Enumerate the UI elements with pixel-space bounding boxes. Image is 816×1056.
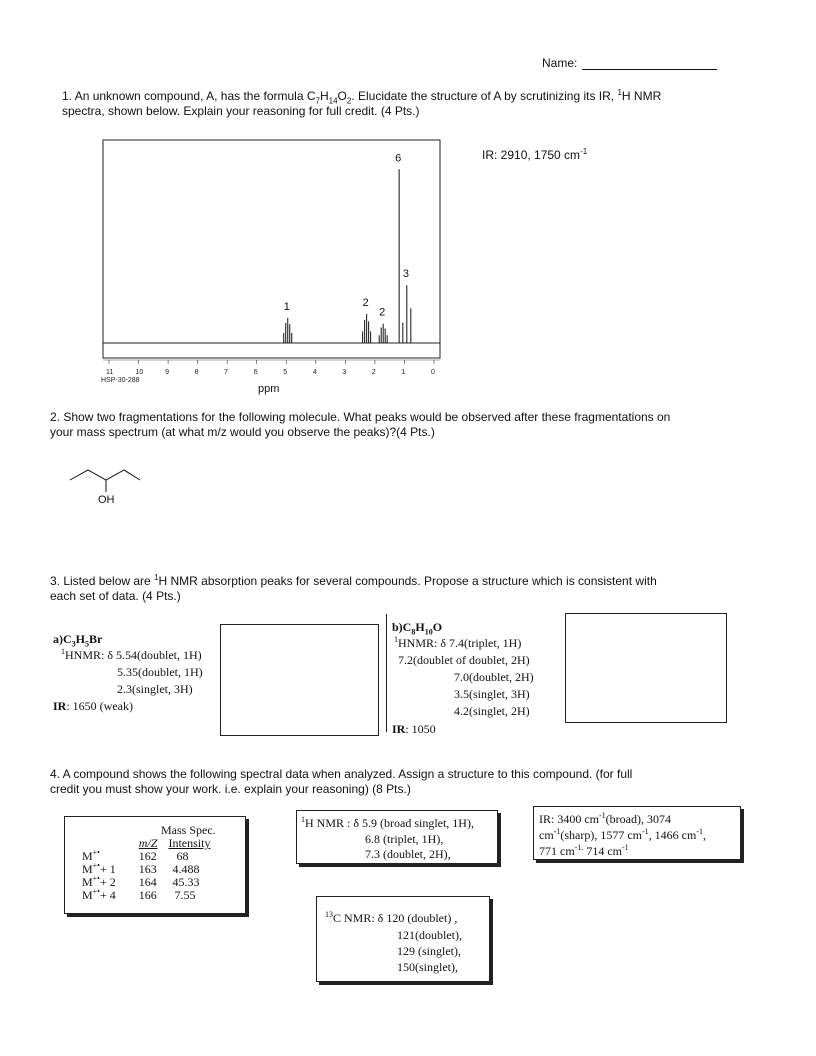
mz-value: 163 — [138, 862, 157, 876]
x-tick-label: 10 — [135, 369, 144, 376]
integration-label: 2 — [379, 306, 386, 319]
ion-label: M+•+ 1 — [82, 861, 116, 876]
intensity-value: 68 — [176, 849, 189, 863]
question-2-text: 2. Show two fragmentations for the following molecule. What peaks would be observed after these fragmentations on your mass spectrum (at what m/z would you observe the peaks)?(4 Pts.) — [50, 410, 671, 439]
x-tick-label: 1 — [401, 369, 406, 376]
x-tick-label: 4 — [312, 369, 317, 376]
spectrum-ticks — [106, 360, 435, 376]
q3b-answer-box[interactable] — [565, 613, 727, 723]
q3a-nmr-line: $^1$HNMR: δ 5.54(doublet, 1H) — [61, 647, 202, 662]
x-tick-label: 3 — [342, 369, 347, 376]
q3a-nmr-line: 2.3(singlet, 3H) — [117, 682, 193, 696]
x-tick-label: 11 — [106, 369, 114, 376]
x-tick-label: 9 — [165, 369, 169, 376]
x-tick-label: 2 — [371, 369, 376, 376]
integration-label: 6 — [395, 152, 402, 165]
q4-cnmr-box — [316, 896, 490, 982]
mass-spec-table — [79, 837, 213, 902]
skeletal-bond-chain — [70, 470, 140, 480]
x-tick-label: 5 — [283, 369, 288, 376]
integration-label: 1 — [283, 300, 290, 313]
ir-line: IR: 3400 $cm^{-1}(broad)$, 3074 — [539, 811, 671, 826]
x-tick-label: 6 — [253, 369, 258, 376]
hnmr-line: 6.8 (triplet, 1H), — [365, 832, 444, 846]
nmr-peak — [403, 285, 411, 343]
q3b-bracket — [386, 614, 387, 732]
q3a-answer-box[interactable] — [220, 624, 379, 736]
q4-ir-box — [533, 806, 741, 860]
ir-line: 771 $cm^{-1.}$ 714 $cm^{-1}$ — [539, 843, 629, 858]
nmr-peak — [284, 318, 292, 343]
hnmr-line: 7.3 (doublet, 2H), — [365, 847, 451, 861]
q3a-data — [53, 632, 223, 713]
name-label: Name: — [542, 56, 578, 70]
nmr-peak — [379, 324, 387, 343]
cnmr-line: 150(singlet), — [397, 960, 458, 974]
ion-label: M+•+ 2 — [82, 874, 116, 889]
x-tick-label: 7 — [224, 369, 229, 376]
hnmr-line: $^1$H NMR : δ 5.9 (broad singlet, 1H), — [301, 815, 474, 830]
q3b-data — [392, 620, 562, 736]
ir-line: $cm^{-1}(sharp)$, 1577 $cm^{-1}$, 1466 $cm^{-1}$, — [539, 827, 707, 842]
spectrum-code-label: HSP-30-288 — [101, 377, 140, 384]
q3b-nmr-line: 7.2(doublet of doublet, 2H) — [398, 653, 530, 667]
question-3-text: 3. Listed below are $^1$H NMR absorption peaks for several compounds. Propose a structure which is consistent with each set of data. (4 Pts.) — [50, 573, 657, 603]
integration-label: 2 — [362, 297, 369, 310]
q3b-ir-line: IR: 1050 — [392, 722, 436, 736]
spectrum-integrals — [284, 152, 409, 318]
mass-spec-row — [79, 889, 213, 902]
mz-value: 166 — [138, 888, 157, 902]
ion-label: M+•+ 4 — [82, 887, 116, 902]
mz-header: m/Z — [138, 836, 158, 850]
q3a-ir-line: IR: 1650 (weak) — [53, 699, 133, 713]
intensity-value: 45.33 — [172, 875, 200, 889]
integration-label: 3 — [402, 268, 409, 281]
nmr-peak — [363, 314, 371, 343]
intensity-header: Intensity — [168, 836, 211, 850]
q3b-nmr-line: 4.2(singlet, 2H) — [454, 704, 530, 718]
q4-hnmr-box — [296, 810, 498, 864]
spectrum-peaks — [284, 169, 411, 343]
q3a-nmr-line: 5.35(doublet, 1H) — [117, 665, 203, 679]
x-tick-label: 8 — [194, 369, 199, 376]
question-4-text: 4. A compound shows the following spectral data when analyzed. Assign a structure to this compound. (for full credit you must show your work. i.e. explain your reasoning) (8 Pts.) — [50, 767, 633, 796]
x-tick-label: 0 — [431, 369, 435, 376]
q3b-nmr-line: $^1$HNMR: δ 7.4(triplet, 1H) — [394, 635, 522, 650]
q3b-formula: $b)C_8H_{10}O$ — [392, 620, 443, 637]
question-1-text: 1. An unknown compound, A, has the formula $C_7H_{14}O_2$. Elucidate the structure of A by scrutinizing its IR, $^1$H NMR spectra, shown below. Explain your reasoning for full credit. (4 Pts.) — [62, 88, 662, 118]
q3b-nmr-line: 7.0(doublet, 2H) — [454, 670, 534, 684]
oh-label: OH — [98, 494, 115, 506]
ion-label: M+• — [82, 848, 100, 863]
cnmr-line: 129 (singlet), — [397, 944, 461, 958]
mz-value: 162 — [138, 849, 157, 863]
cnmr-line: $^{13}$C NMR: δ 120 (doublet) , — [325, 910, 458, 925]
intensity-value: 7.55 — [174, 888, 196, 902]
name-field-line[interactable] — [582, 69, 717, 70]
x-axis-label: ppm — [258, 383, 280, 395]
spectrum-frame — [103, 140, 440, 358]
nmr-spectrum-chart — [88, 138, 448, 400]
2-pentanol-structure — [68, 462, 143, 507]
q3b-nmr-line: 3.5(singlet, 3H) — [454, 687, 530, 701]
q1-ir-label: IR: 2910, 1750 $cm^{-1}$ — [482, 147, 588, 162]
mass-spec-box — [64, 816, 246, 914]
mass-spec-title: Mass Spec. — [161, 823, 216, 837]
mz-value: 164 — [138, 875, 157, 889]
intensity-value: 4.488 — [172, 862, 200, 876]
cnmr-line: 121(doublet), — [397, 928, 462, 942]
q3a-formula: $a)C_3H_5Br$ — [53, 632, 103, 649]
